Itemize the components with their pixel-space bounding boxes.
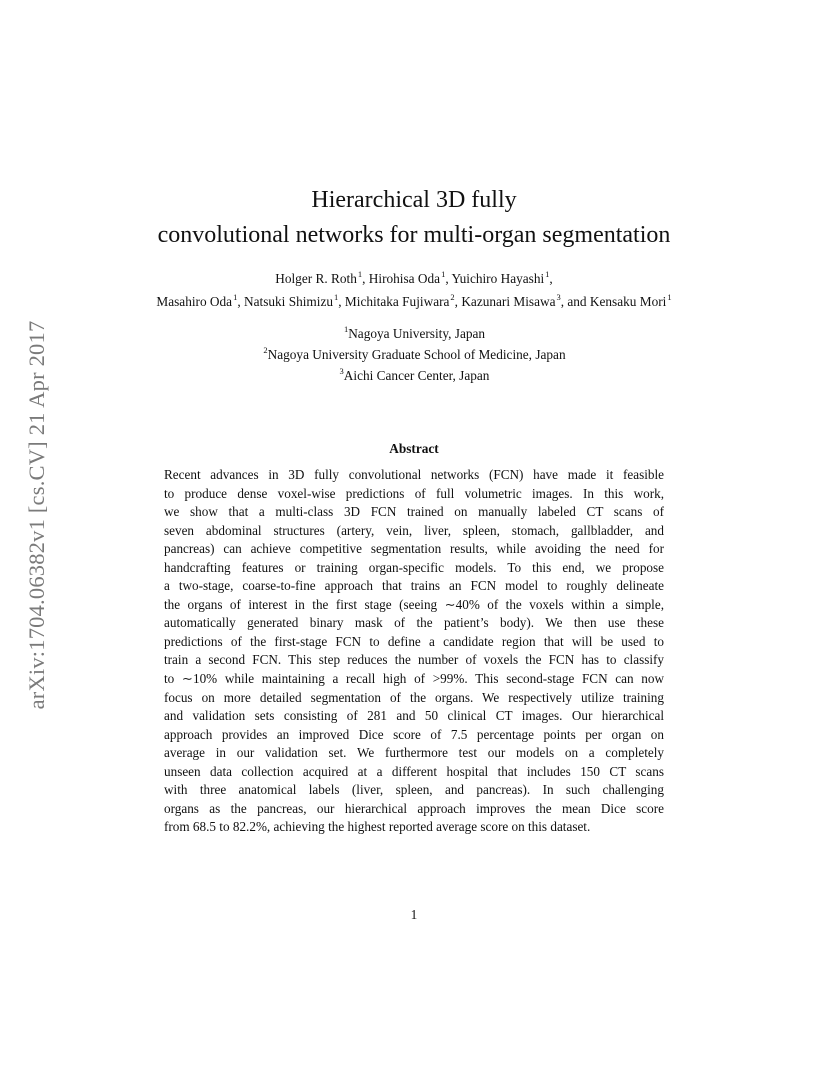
author-affiliation-mark: 1 [233, 292, 238, 302]
abstract-line: unseen data collection acquired at a different hospital that includes 150 CT scans [164, 763, 664, 779]
author-name: Hirohisa Oda [368, 271, 441, 286]
affiliation-mark: 1 [343, 324, 349, 334]
affiliation-text: Aichi Cancer Center, Japan [343, 368, 490, 383]
paper-title [100, 183, 728, 253]
author-affiliation-mark: 1 [667, 292, 672, 302]
author-separator: , and [560, 294, 590, 309]
author-separator: , [362, 271, 369, 286]
author-separator: , [237, 294, 244, 309]
abstract-line: average in our validation set. We furthermore test our models on a completely [164, 745, 664, 761]
author-separator: , [549, 271, 553, 286]
author-affiliation-mark: 1 [441, 269, 446, 279]
affiliation-item [150, 345, 678, 366]
abstract-line: approach provides an improved Dice score of 7.5 percentage points per organ on [164, 726, 664, 742]
affiliation-item [150, 366, 678, 387]
author-line-2 [90, 291, 738, 314]
author-name: Michitaka Fujiwara [344, 294, 450, 309]
author-affiliation-mark: 1 [334, 292, 339, 302]
author-separator: , [338, 294, 345, 309]
author-name: Natsuki Shimizu [244, 294, 334, 309]
affiliation-list [150, 324, 678, 387]
abstract-line: Recent advances in 3D fully convolutional networks (FCN) have made it feasible [164, 467, 664, 482]
affiliation-mark: 2 [263, 345, 268, 355]
abstract-line: with three anatomical labels (liver, spleen, and pancreas). In such challenging [164, 782, 664, 798]
author-line-1 [90, 268, 738, 291]
arxiv-identifier-stamp: arXiv:1704.06382v1 [cs.CV] 21 Apr 2017 [24, 320, 49, 710]
author-affiliation-mark: 3 [556, 292, 561, 302]
abstract-line: organs as the pancreas, our hierarchical approach improves the mean Dice score [164, 800, 664, 816]
abstract-body [164, 466, 664, 837]
author-name: Kensaku Mori [589, 294, 667, 309]
author-affiliation-mark: 1 [357, 269, 363, 279]
abstract-line: pancreas) can achieve competitive segmentation results, while avoiding the need for [164, 541, 664, 557]
abstract-line: and validation sets consisting of 281 and 50 clinical CT images. Our hierarchical [164, 708, 664, 724]
abstract-line: seven abdominal structures (artery, vein, liver, spleen, stomach, gallbladder, and [164, 522, 664, 538]
page-number: 1 [410, 907, 418, 922]
abstract-line: we show that a multi-class 3D FCN trained on manually labeled CT scans of [164, 504, 664, 520]
abstract-line: the organs of interest in the first stage (seeing ∼40% of the voxels within a simple, [164, 596, 664, 612]
title-line-1: Hierarchical 3D fully [311, 187, 517, 213]
author-affiliation-mark: 1 [545, 269, 550, 279]
abstract-line: to ∼10% while maintaining a recall high of >99%. This second-stage FCN can now [164, 671, 664, 687]
abstract-line: automatically generated binary mask of the patient’s body). We then use these [164, 615, 664, 631]
author-name: Yuichiro Hayashi [451, 271, 545, 286]
title-line-2: convolutional networks for multi-organ segmentation [157, 222, 671, 248]
abstract-line: handcrafting features or training organ-specific models. To this end, we propose [164, 559, 664, 575]
author-separator: , [454, 294, 462, 309]
abstract-line: focus on more detailed segmentation of the organs. We respectively utilize training [164, 689, 664, 705]
author-separator: , [445, 271, 452, 286]
affiliation-text: Nagoya University, Japan [348, 326, 486, 341]
abstract-line: from 68.5 to 82.2%, achieving the highest reported average score on this dataset. [164, 819, 591, 835]
author-name: Masahiro Oda [156, 294, 233, 309]
abstract-line: predictions of the first-stage FCN to define a candidate region that will be used to [164, 633, 664, 649]
affiliation-item [150, 324, 678, 345]
affiliation-text: Nagoya University Graduate School of Medicine, Japan [267, 347, 566, 362]
author-name: Kazunari Misawa [461, 294, 556, 309]
author-name: Holger R. Roth [275, 271, 357, 286]
abstract-heading: Abstract [389, 441, 439, 456]
author-affiliation-mark: 2 [450, 292, 455, 302]
affiliation-mark: 3 [339, 366, 344, 376]
author-list [90, 268, 738, 314]
abstract-line: a two-stage, coarse-to-fine approach that trains an FCN model to roughly delineate [164, 578, 664, 594]
abstract-line: to produce dense voxel-wise predictions of full volumetric images. In this work, [164, 485, 664, 501]
abstract-line: train a second FCN. This step reduces the number of voxels the FCN has to classify [164, 652, 664, 668]
